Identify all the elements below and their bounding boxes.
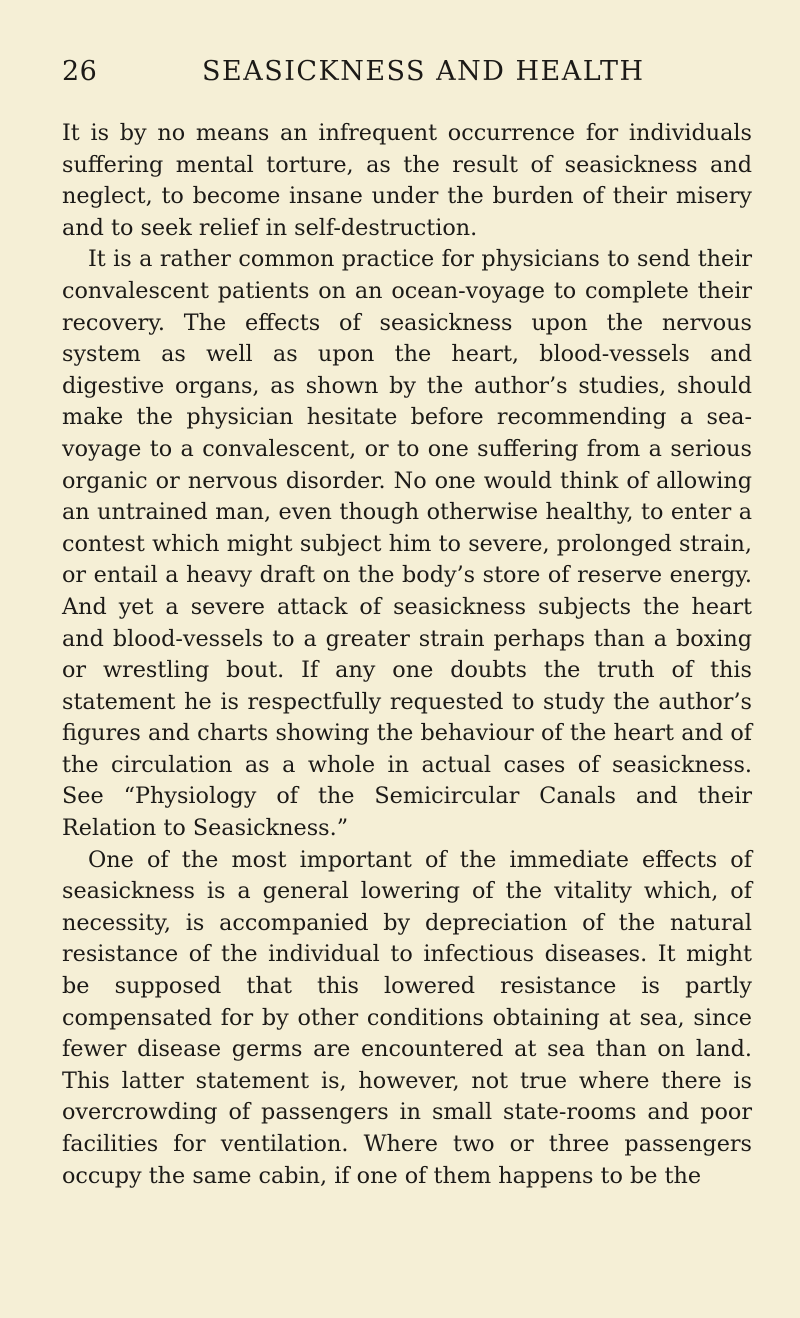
page-header [62, 56, 752, 96]
paragraph-3: One of the most important of the immediate effects of seasickness is a general lowering of the vitality which, of necessity, is accompanied by depreciation of the natural resistance of the individual to infectious diseases. It might be supposed that this lowered resistance is partly compensated for by other conditions obtaining at sea, since fewer disease germs are encountered at sea than on land. This latter statement is, however, not true where there is overcrowding of passengers in small state-rooms and poor facilities for ventilation. Where two or three passengers occupy the same cabin, if one of them happens to be the [62, 846, 752, 1189]
body-text [62, 118, 752, 1192]
paragraph-1: It is by no means an infrequent occurrence for individuals suffering mental torture, as the result of seasickness and neglect, to become insane under the burden of their misery and to seek relief in self-destruction. [62, 120, 752, 241]
running-head: SEASICKNESS AND HEALTH [202, 56, 645, 87]
paragraph-2: It is a rather common practice for physicians to send their convalescent patients on an ocean-voyage to complete their recovery. The effects of seasickness upon the nervous system as well as upon the heart, blood-vessels and digestive organs, as shown by the author’s studies, should make the physician hesitate before recommending a sea-voyage to a convalescent, or to one suffering from a serious organic or nervous disorder. No one would think of allowing an untrained man, even though otherwise healthy, to enter a contest which might subject him to severe, prolonged strain, or entail a heavy draft on the body’s store of reserve energy. And yet a severe attack of seasickness subjects the heart and blood-vessels to a greater strain perhaps than a boxing or wrestling bout. If any one doubts the truth of this statement he is respectfully requested to study the author’s figures and charts showing the behaviour of the heart and of the circulation as a whole in actual cases of seasickness. See “Physiology of the Semicircular Canals and their Relation to Seasickness.” [62, 246, 752, 842]
page-number: 26 [62, 56, 98, 87]
